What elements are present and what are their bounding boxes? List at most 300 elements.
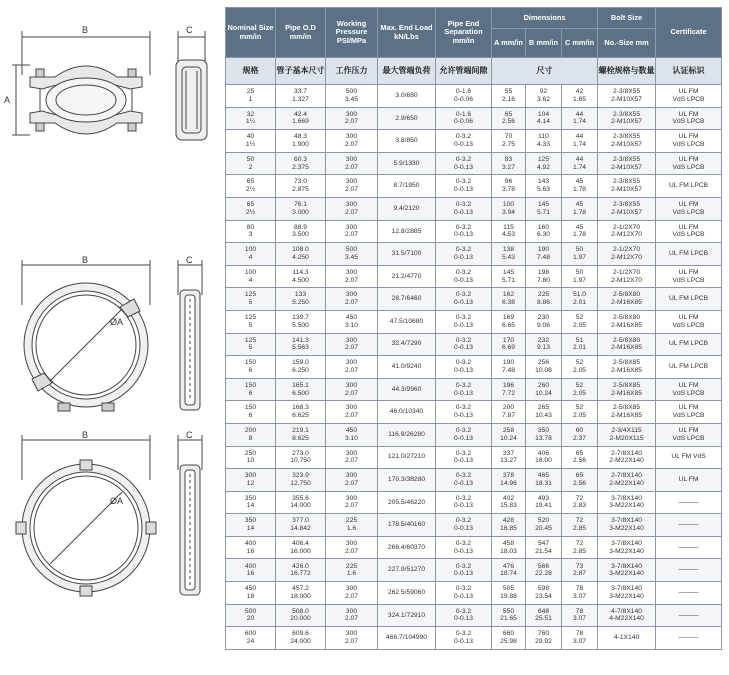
cell-working-pressure <box>326 197 378 220</box>
cell-pipe-od-line: 5.250 <box>292 299 309 307</box>
cell-certificate-line: UL FM LPCB <box>668 340 709 348</box>
cell-bolt-size <box>598 401 656 424</box>
cell-dim-a-line: 3.27 <box>501 163 516 171</box>
cell-dim-b-line: 25.51 <box>535 615 552 623</box>
cell-certificate-line: UL FM <box>678 268 699 276</box>
cell-dim-a-line: 6.65 <box>501 321 516 329</box>
table-row <box>226 536 722 559</box>
cell-bolt-size-line: 2-3/4X115 <box>611 427 642 434</box>
cell-pipe-od <box>276 265 326 288</box>
cell-certificate <box>656 401 722 424</box>
cell-working-pressure-line: 300 <box>345 201 358 209</box>
cell-certificate <box>656 197 722 220</box>
cell-dim-a-line: 15.83 <box>500 502 517 510</box>
cell-pipe-end-separation-line: 0-3.2 <box>455 472 472 480</box>
cell-working-pressure <box>326 265 378 288</box>
cell-dim-c-line: 2.05 <box>573 366 587 374</box>
cell-pipe-end-separation-line: 0-0.13 <box>454 457 473 465</box>
cell-dim-b <box>526 627 562 650</box>
cell-nominal-size <box>226 582 276 605</box>
cell-nominal-size <box>226 627 276 650</box>
cell-dim-a <box>492 265 526 288</box>
cell-pipe-od <box>276 536 326 559</box>
cell-pipe-od <box>276 469 326 492</box>
cell-pipe-od-line: 426.0 <box>292 562 309 570</box>
cell-nominal-size-line: 100 <box>244 268 257 276</box>
cell-pipe-od <box>276 627 326 650</box>
cell-pipe-od-line: 159.0 <box>292 359 309 367</box>
cell-nominal-size-line: 1½ <box>245 140 256 148</box>
cell-dim-a-line: 7.48 <box>501 366 516 374</box>
cell-nominal-size <box>226 85 276 108</box>
cell-max-end-load: 116.9/26280 <box>378 423 436 446</box>
cell-pipe-od <box>276 401 326 424</box>
cell-max-end-load: 5.9/1330 <box>378 152 436 175</box>
cell-dim-b <box>526 333 562 356</box>
cell-dim-a-line: 428 <box>502 517 515 525</box>
cell-dim-b-line: 465 <box>537 472 550 480</box>
cell-nominal-size <box>226 130 276 153</box>
cell-dim-c <box>562 197 598 220</box>
cell-dim-a-line: 25.98 <box>500 638 517 646</box>
cell-dim-b-line: 7.48 <box>536 253 551 261</box>
table-row <box>226 220 722 243</box>
cell-dim-b-line: 10.24 <box>535 389 552 397</box>
cell-dim-a-line: 5.71 <box>501 276 516 284</box>
cn-nominal-size: 规格 <box>226 58 276 85</box>
cell-dim-b-line: 3.62 <box>536 95 551 103</box>
cell-dim-c-line: 1.78 <box>573 186 587 194</box>
table-row <box>226 423 722 446</box>
cell-bolt-size-line: 2-M10X57 <box>611 208 642 216</box>
cell-nominal-size-line: 10 <box>246 457 255 465</box>
cell-working-pressure-line: 300 <box>345 472 358 480</box>
cell-certificate-line: ——— <box>678 543 699 551</box>
cell-bolt-size-line: 2-M16X85 <box>611 344 642 352</box>
cell-dim-c-line: 60 <box>575 427 584 434</box>
cell-pipe-end-separation-line: 0-3.2 <box>455 562 472 570</box>
cell-dim-a <box>492 514 526 537</box>
cell-certificate <box>656 604 722 627</box>
cell-dim-a-line: 16.85 <box>500 525 517 533</box>
cell-nominal-size <box>226 243 276 266</box>
cell-bolt-size <box>598 130 656 153</box>
cell-certificate-line: VdS LPCB <box>672 140 705 148</box>
cell-max-end-load: 178.5/40160 <box>378 514 436 537</box>
cell-dim-c-line: 1.65 <box>573 95 587 103</box>
cell-bolt-size-line: 3-M22X140 <box>609 592 644 600</box>
cell-pipe-end-separation-line: 0-3.2 <box>455 585 472 593</box>
cell-pipe-od-line: 323.9 <box>292 472 309 480</box>
cell-bolt-size <box>598 423 656 446</box>
cell-dim-a-line: 70 <box>504 133 513 141</box>
cell-certificate-line: UL FM <box>678 381 699 389</box>
cell-pipe-end-separation-line: 0-0.06 <box>454 95 473 103</box>
header-row <box>226 8 722 29</box>
cell-bolt-size-line: 2-3/8X55 <box>612 155 641 163</box>
cell-dim-c-line: 78 <box>575 607 584 615</box>
cell-pipe-end-separation-line: 0-0.13 <box>454 547 473 555</box>
cell-working-pressure <box>326 604 378 627</box>
cell-nominal-size-line: 40 <box>246 133 255 141</box>
cell-bolt-size-line: 2-M10X57 <box>611 163 642 171</box>
cell-dim-a <box>492 107 526 130</box>
cell-dim-c-line: 2.05 <box>573 321 587 329</box>
cell-dim-b <box>526 243 562 266</box>
cell-dim-c-line: 2.37 <box>573 434 587 442</box>
cell-bolt-size <box>598 536 656 559</box>
cell-bolt-size-line: 2-3/8X55 <box>612 178 641 186</box>
cell-dim-a <box>492 401 526 424</box>
cell-dim-a-line: 2.16 <box>501 95 516 103</box>
cell-pipe-od-line: 73.0 <box>293 178 308 186</box>
coupling-drawing-small <box>0 15 222 165</box>
cell-bolt-size-line: 2-3/8X55 <box>612 201 641 209</box>
col-pipe-od: Pipe O.D mm/in <box>276 8 326 58</box>
cell-dim-a-line: 21.65 <box>500 615 517 623</box>
cell-max-end-load: 8.7/1950 <box>378 175 436 198</box>
cell-pipe-od-line: 76.1 <box>293 201 308 209</box>
cell-working-pressure-line: 300 <box>345 336 358 344</box>
cell-pipe-od-line: 10.750 <box>290 457 311 465</box>
cell-bolt-size-line: 2-M16X85 <box>611 389 642 397</box>
table-row <box>226 85 722 108</box>
cell-pipe-end-separation-line: 0-0.13 <box>454 344 473 352</box>
cell-certificate <box>656 491 722 514</box>
cell-working-pressure <box>326 107 378 130</box>
cell-dim-a-line: 145 <box>502 268 515 276</box>
cell-dim-a-line: 190 <box>502 359 515 367</box>
col-dimensions: Dimensions <box>492 8 598 29</box>
cell-working-pressure-line: 2.07 <box>344 186 359 194</box>
cell-dim-c-line: 45 <box>575 223 584 231</box>
cell-nominal-size-line: 350 <box>244 517 257 525</box>
cell-nominal-size <box>226 288 276 311</box>
cell-nominal-size-line: 2½ <box>245 186 256 194</box>
cell-pipe-end-separation-line: 0-3.2 <box>455 494 472 502</box>
cell-nominal-size-line: 6 <box>248 412 253 420</box>
cell-dim-b-line: 406 <box>537 449 550 457</box>
cell-working-pressure-line: 2.07 <box>344 299 359 307</box>
cell-certificate <box>656 469 722 492</box>
cell-bolt-size <box>598 288 656 311</box>
cell-working-pressure-line: 300 <box>345 268 358 276</box>
cell-working-pressure <box>326 401 378 424</box>
cell-working-pressure-line: 3.45 <box>344 253 359 261</box>
cell-dim-b-line: 190 <box>537 246 550 254</box>
cell-dim-b <box>526 378 562 401</box>
cell-dim-c-line: 45 <box>575 201 584 209</box>
cell-certificate-line: VdS LPCB <box>672 321 705 329</box>
cell-certificate <box>656 130 722 153</box>
cell-bolt-size-line: 2-7/8X140 <box>611 449 642 457</box>
cell-pipe-end-separation-line: 0-0.13 <box>454 253 473 261</box>
cell-pipe-od <box>276 604 326 627</box>
cell-bolt-size <box>598 582 656 605</box>
cell-dim-b <box>526 265 562 288</box>
cell-dim-a-line: 10.24 <box>500 434 517 442</box>
cell-certificate-line: UL FM <box>678 476 699 484</box>
cell-working-pressure <box>326 514 378 537</box>
table-row <box>226 288 722 311</box>
cell-dim-b-line: 230 <box>537 314 550 322</box>
cell-dim-a-line: 115 <box>503 223 514 231</box>
cell-dim-c <box>562 175 598 198</box>
cell-dim-c <box>562 356 598 379</box>
cell-working-pressure <box>326 288 378 311</box>
col-dim-b: B mm/in <box>526 29 562 58</box>
cell-max-end-load: 2.9/650 <box>378 107 436 130</box>
cell-working-pressure-line: 2.07 <box>344 118 359 126</box>
cell-working-pressure-line: 225 <box>345 562 358 570</box>
cell-bolt-size <box>598 559 656 582</box>
cell-certificate-line: UL FM <box>678 201 699 209</box>
cell-dim-b-line: 4.14 <box>536 118 551 126</box>
cell-pipe-od <box>276 197 326 220</box>
cell-dim-a <box>492 423 526 446</box>
header-cn-row <box>226 58 722 85</box>
cell-pipe-od <box>276 107 326 130</box>
cell-working-pressure <box>326 310 378 333</box>
table-row <box>226 604 722 627</box>
cell-pipe-end-separation <box>436 130 492 153</box>
cell-working-pressure-line: 2.07 <box>344 366 359 374</box>
dim-phi-a-label-3: ØA <box>110 496 124 506</box>
cell-working-pressure-line: 300 <box>345 404 358 412</box>
dim-b-label-3: B <box>82 430 89 440</box>
cell-pipe-end-separation <box>436 491 492 514</box>
cell-dim-c-line: 52 <box>575 381 584 389</box>
cell-pipe-end-separation-line: 0-3.2 <box>455 517 472 525</box>
table-row <box>226 310 722 333</box>
cell-pipe-od-line: 3.500 <box>292 231 309 239</box>
cell-dim-b-line: 5.63 <box>536 186 551 194</box>
cell-bolt-size-line: 3-M22X140 <box>609 502 644 510</box>
cell-dim-b-line: 16.00 <box>535 457 552 465</box>
cell-pipe-end-separation-line: 0-0.13 <box>454 502 473 510</box>
cell-dim-c-line: 1.97 <box>573 276 587 284</box>
cell-pipe-od-line: 42.4 <box>293 110 308 118</box>
cell-pipe-end-separation-line: 0-0.13 <box>454 140 473 148</box>
col-bolt-size: Bolt Size <box>598 8 656 29</box>
cell-pipe-od <box>276 378 326 401</box>
cell-nominal-size <box>226 378 276 401</box>
cell-dim-a <box>492 130 526 153</box>
cell-working-pressure-line: 2.07 <box>344 140 359 148</box>
cell-dim-a-line: 505 <box>502 585 515 593</box>
cell-certificate-line: VdS LPCB <box>672 231 705 239</box>
cell-nominal-size-line: 16 <box>246 547 255 555</box>
cell-nominal-size-line: 25 <box>246 88 255 96</box>
cell-dim-a-line: 83 <box>504 155 513 163</box>
cell-nominal-size-line: 32 <box>246 110 255 118</box>
cell-certificate <box>656 265 722 288</box>
cell-bolt-size <box>598 175 656 198</box>
cell-certificate-line: UL FM <box>678 404 699 412</box>
cell-working-pressure <box>326 378 378 401</box>
cell-dim-b <box>526 310 562 333</box>
cell-pipe-end-separation-line: 0-0.13 <box>454 592 473 600</box>
cell-dim-c-line: 42 <box>575 88 584 96</box>
cell-pipe-end-separation <box>436 333 492 356</box>
cell-dim-c <box>562 152 598 175</box>
cell-certificate-line: UL FM <box>678 110 699 118</box>
cell-dim-c-line: 44 <box>575 155 584 163</box>
cell-bolt-size <box>598 514 656 537</box>
cell-pipe-od <box>276 130 326 153</box>
cell-pipe-od-line: 139.7 <box>292 314 309 322</box>
cell-dim-b <box>526 288 562 311</box>
cell-pipe-od-line: 406.4 <box>292 539 309 547</box>
cell-dim-c-line: 2.85 <box>573 525 587 533</box>
cell-bolt-size-line: 2-M12X70 <box>611 231 642 239</box>
cell-nominal-size-line: 65 <box>246 178 255 186</box>
cell-nominal-size-line: 18 <box>246 592 255 600</box>
cell-dim-c <box>562 130 598 153</box>
cell-bolt-size-line: 2-M16X85 <box>611 321 642 329</box>
cell-nominal-size-line: 80 <box>246 223 255 231</box>
cell-bolt-size <box>598 152 656 175</box>
cell-dim-c-line: 45 <box>575 178 584 186</box>
cell-bolt-size-line: 2-1/2X70 <box>612 268 641 276</box>
cell-pipe-od <box>276 310 326 333</box>
cell-pipe-od <box>276 85 326 108</box>
cell-pipe-od-line: 4.500 <box>292 276 309 284</box>
cell-bolt-size-line: 2-M16X85 <box>611 366 642 374</box>
cell-certificate-line: VdS LPCB <box>672 276 705 284</box>
cell-dim-a <box>492 469 526 492</box>
cell-pipe-od-line: 6.625 <box>292 412 309 420</box>
cell-pipe-od <box>276 333 326 356</box>
table-row <box>226 175 722 198</box>
cell-nominal-size <box>226 265 276 288</box>
cell-bolt-size-line: 3-7/8X140 <box>611 585 642 593</box>
cell-dim-b-line: 7.80 <box>536 276 551 284</box>
spec-table-body <box>226 85 722 650</box>
cell-certificate-line: UL FM LPCB <box>668 250 709 258</box>
cell-nominal-size <box>226 152 276 175</box>
cell-dim-a-line: 169 <box>502 314 515 322</box>
cell-pipe-od-line: 457.2 <box>292 585 309 593</box>
cell-dim-c <box>562 401 598 424</box>
cell-dim-b <box>526 107 562 130</box>
cell-bolt-size-line: 2-M10X57 <box>611 95 642 103</box>
cell-certificate <box>656 446 722 469</box>
cell-pipe-od-line: 12.750 <box>290 479 311 487</box>
cell-certificate-line: ——— <box>678 521 699 529</box>
cell-certificate <box>656 152 722 175</box>
cell-nominal-size-line: 5 <box>248 321 253 329</box>
cell-dim-a-line: 6.38 <box>501 299 516 307</box>
cell-bolt-size <box>598 378 656 401</box>
cell-dim-a <box>492 152 526 175</box>
cell-dim-a <box>492 310 526 333</box>
cell-pipe-end-separation-line: 0-0.13 <box>454 434 473 442</box>
cell-dim-c <box>562 491 598 514</box>
table-row <box>226 559 722 582</box>
cell-pipe-od-line: 5.500 <box>292 321 309 329</box>
cell-pipe-end-separation-line: 0-1.6 <box>455 88 472 96</box>
cell-max-end-load: 9.4/2120 <box>378 197 436 220</box>
cell-bolt-size-line: 2-5/8X85 <box>612 381 641 389</box>
cell-pipe-od-line: 508.0 <box>292 607 309 615</box>
dim-a-label: A <box>4 95 11 105</box>
cell-pipe-od-line: 2.375 <box>292 163 309 171</box>
cell-nominal-size-line: 600 <box>244 630 257 638</box>
cell-dim-c-line: 1.78 <box>573 231 587 239</box>
cell-dim-c-line: 78 <box>575 630 584 638</box>
cell-dim-c <box>562 107 598 130</box>
cell-certificate <box>656 175 722 198</box>
cell-pipe-od-line: 16.772 <box>290 570 311 578</box>
cell-working-pressure <box>326 333 378 356</box>
cell-nominal-size-line: 125 <box>244 291 257 299</box>
cell-bolt-size <box>598 356 656 379</box>
cell-bolt-size-line: 3-7/8X140 <box>611 562 642 570</box>
cell-pipe-od-line: 60.3 <box>293 155 308 163</box>
cell-certificate-line: VdS LPCB <box>672 412 705 420</box>
cell-bolt-size-line: 2-M10X57 <box>611 140 642 148</box>
cell-dim-c-line: 65 <box>575 472 584 480</box>
cell-max-end-load: 170.3/38280 <box>378 469 436 492</box>
cell-pipe-end-separation-line: 0-0.13 <box>454 208 473 216</box>
cell-working-pressure-line: 300 <box>345 607 358 615</box>
cell-pipe-end-separation-line: 0-3.2 <box>455 314 472 322</box>
cell-nominal-size <box>226 175 276 198</box>
cell-working-pressure <box>326 536 378 559</box>
cell-pipe-end-separation <box>436 559 492 582</box>
cell-max-end-load: 41.0/9240 <box>378 356 436 379</box>
cell-dim-a-line: 14.96 <box>500 479 517 487</box>
cell-pipe-end-separation <box>436 604 492 627</box>
cell-working-pressure-line: 300 <box>345 133 358 141</box>
cell-bolt-size-line: 2-M22X140 <box>609 457 644 465</box>
cell-max-end-load: 44.3/9960 <box>378 378 436 401</box>
cell-pipe-end-separation-line: 0-3.2 <box>455 630 472 638</box>
cell-certificate <box>656 514 722 537</box>
cell-certificate-line: UL FM LPCB <box>668 182 709 190</box>
cell-dim-a <box>492 243 526 266</box>
cell-pipe-od-line: 377.0 <box>292 517 309 525</box>
cell-dim-b-line: 10.43 <box>535 412 552 420</box>
cell-nominal-size-line: 14 <box>246 502 255 510</box>
cell-pipe-end-separation <box>436 446 492 469</box>
cell-working-pressure-line: 300 <box>345 291 358 299</box>
cell-dim-b-line: 648 <box>537 607 550 615</box>
cell-pipe-end-separation <box>436 423 492 446</box>
cell-dim-c-line: 2.56 <box>573 479 587 487</box>
technical-drawings <box>0 0 222 675</box>
cell-max-end-load: 121.0/27210 <box>378 446 436 469</box>
cell-pipe-od-line: 20.000 <box>290 615 311 623</box>
cell-pipe-od <box>276 243 326 266</box>
cell-dim-b-line: 160 <box>537 223 550 231</box>
cell-dim-b <box>526 220 562 243</box>
cell-dim-b <box>526 446 562 469</box>
cell-nominal-size-line: 450 <box>244 585 257 593</box>
cell-dim-b-line: 598 <box>537 585 550 593</box>
cell-certificate <box>656 356 722 379</box>
cell-pipe-end-separation <box>436 265 492 288</box>
cell-pipe-end-separation-line: 0-3.2 <box>455 268 472 276</box>
cell-pipe-end-separation <box>436 536 492 559</box>
table-row <box>226 130 722 153</box>
cell-dim-c <box>562 265 598 288</box>
cell-pipe-od-line: 14.842 <box>290 525 311 533</box>
cell-working-pressure <box>326 175 378 198</box>
cell-dim-a-line: 3.94 <box>501 208 516 216</box>
cell-nominal-size <box>226 514 276 537</box>
